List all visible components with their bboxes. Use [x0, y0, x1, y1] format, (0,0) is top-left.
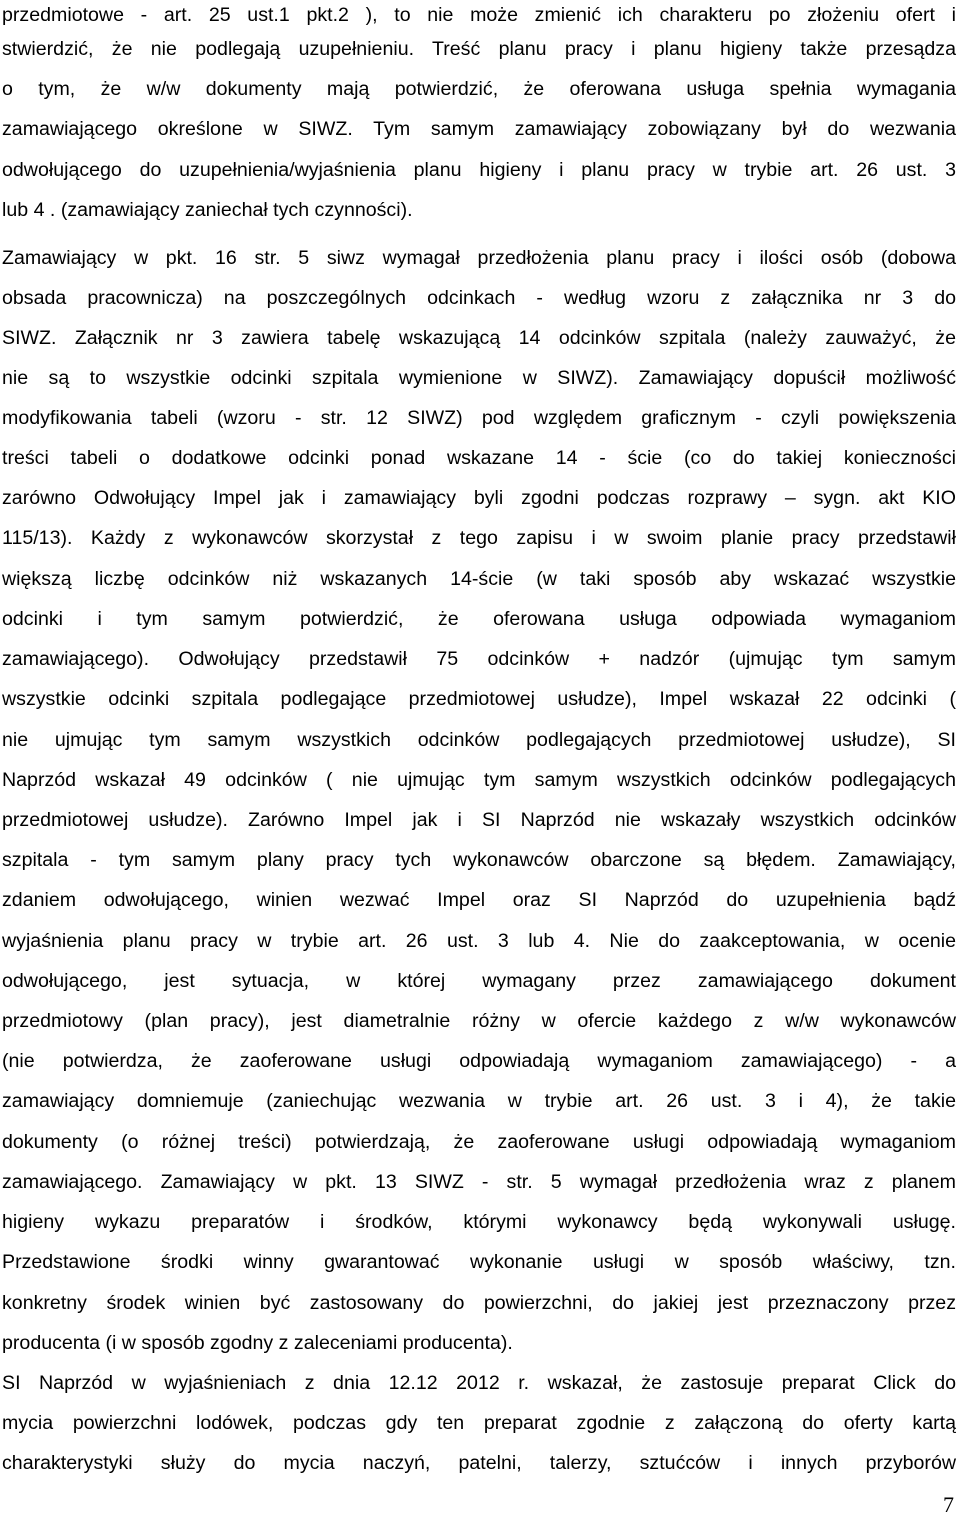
text-line-16: odcinki i tym samym potwierdzić, że oferowana usługa odpowiada wymaganiom	[2, 608, 956, 630]
text-line-26: przedmiotowy (plan pracy), jest diametralnie różny w ofercie każdego z w/w wykonawców	[2, 1010, 956, 1032]
text-line-1: przedmiotowe - art. 25 ust.1 pkt.2 ), to nie może zmienić ich charakteru po złożeniu ofert i	[2, 4, 956, 26]
text-line-32: Przedstawione środki winny gwarantować wykonanie usługi w sposób właściwy, tzn.	[2, 1251, 956, 1273]
text-line-33: konkretny środek winien być zastosowany do powierzchni, do jakiej jest przeznaczony przez	[2, 1292, 956, 1314]
text-line-2: stwierdzić, że nie podlegają uzupełnieniu. Treść planu pracy i planu higieny także przesądza	[2, 38, 956, 60]
text-line-13: zarówno Odwołujący Impel jak i zamawiający byli zgodni podczas rozprawy – sygn. akt KIO	[2, 487, 956, 509]
text-line-23: zdaniem odwołującego, winien wezwać Impel oraz SI Naprzód do uzupełnienia bądź	[2, 889, 956, 911]
text-line-29: dokumenty (o różnej treści) potwierdzają, że zaoferowane usługi odpowiadają wymaganiom	[2, 1131, 956, 1153]
text-line-15: większą liczbę odcinków niż wskazanych 14-ście (w taki sposób aby wskazać wszystkie	[2, 568, 956, 590]
text-line-7: Zamawiający w pkt. 16 str. 5 siwz wymagał przedłożenia planu pracy i ilości osób (dobowa	[2, 247, 956, 269]
page-number: 7	[943, 1492, 954, 1517]
text-line-20: Naprzód wskazał 49 odcinków ( nie ujmując tym samym wszystkich odcinków podlegających	[2, 769, 956, 791]
text-line-5: odwołującego do uzupełnienia/wyjaśnienia planu higieny i planu pracy w trybie art. 26 ust. 3	[2, 159, 956, 181]
text-line-10: nie są to wszystkie odcinki szpitala wymienione w SIWZ). Zamawiający dopuścił możliwość	[2, 367, 956, 389]
text-line-17: zamawiającego). Odwołujący przedstawił 75 odcinków + nadzór (ujmując tym samym	[2, 648, 956, 670]
text-line-24: wyjaśnienia planu pracy w trybie art. 26 ust. 3 lub 4. Nie do zaakceptowania, w ocenie	[2, 930, 956, 952]
text-line-21: przedmiotowej usłudze). Zarówno Impel jak i SI Naprzód nie wskazały wszystkich odcinków	[2, 809, 956, 831]
text-line-6: lub 4 . (zamawiający zaniechał tych czynności).	[2, 199, 413, 221]
text-line-27: (nie potwierdza, że zaoferowane usługi odpowiadają wymaganiom zamawiającego) - a	[2, 1050, 956, 1072]
text-line-12: treści tabeli o dodatkowe odcinki ponad wskazane 14 - ście (co do takiej konieczności	[2, 447, 956, 469]
text-line-36: mycia powierzchni lodówek, podczas gdy ten preparat zgodnie z załączoną do oferty kartą	[2, 1412, 956, 1434]
text-line-30: zamawiającego. Zamawiający w pkt. 13 SIWZ - str. 5 wymagał przedłożenia wraz z planem	[2, 1171, 956, 1193]
text-line-28: zamawiający domniemuje (zaniechując wezwania w trybie art. 26 ust. 3 i 4), że takie	[2, 1090, 956, 1112]
text-line-31: higieny wykazu preparatów i środków, którymi wykonawcy będą wykonywali usługę.	[2, 1211, 956, 1233]
text-line-14: 115/13). Każdy z wykonawców skorzystał z tego zapisu i w swoim planie pracy przedstawił	[2, 527, 956, 549]
text-line-34: producenta (i w sposób zgodny z zaleceniami producenta).	[2, 1332, 513, 1354]
text-line-19: nie ujmując tym samym wszystkich odcinków podlegających przedmiotowej usłudze), SI	[2, 729, 956, 751]
text-line-35: SI Naprzód w wyjaśnieniach z dnia 12.12 2012 r. wskazał, że zastosuje preparat Click do	[2, 1372, 956, 1394]
text-line-37: charakterystyki służy do mycia naczyń, patelni, talerzy, sztućców i innych przyborów	[2, 1452, 956, 1474]
text-line-3: o tym, że w/w dokumenty mają potwierdzić, że oferowana usługa spełnia wymagania	[2, 78, 956, 100]
text-line-25: odwołującego, jest sytuacja, w której wymagany przez zamawiającego dokument	[2, 970, 956, 992]
text-line-9: SIWZ. Załącznik nr 3 zawiera tabelę wskazującą 14 odcinków szpitala (należy zauważyć, że	[2, 327, 956, 349]
text-line-8: obsada pracownicza) na poszczególnych odcinkach - według wzoru z załącznika nr 3 do	[2, 287, 956, 309]
text-line-18: wszystkie odcinki szpitala podlegające przedmiotowej usłudze), Impel wskazał 22 odcinki (	[2, 688, 956, 710]
text-line-11: modyfikowania tabeli (wzoru - str. 12 SIWZ) pod względem graficznym - czyli powiększenia	[2, 407, 956, 429]
text-line-4: zamawiającego określone w SIWZ. Tym samym zamawiający zobowiązany był do wezwania	[2, 118, 956, 140]
text-line-22: szpitala - tym samym plany pracy tych wykonawców obarczone są błędem. Zamawiający,	[2, 849, 956, 871]
